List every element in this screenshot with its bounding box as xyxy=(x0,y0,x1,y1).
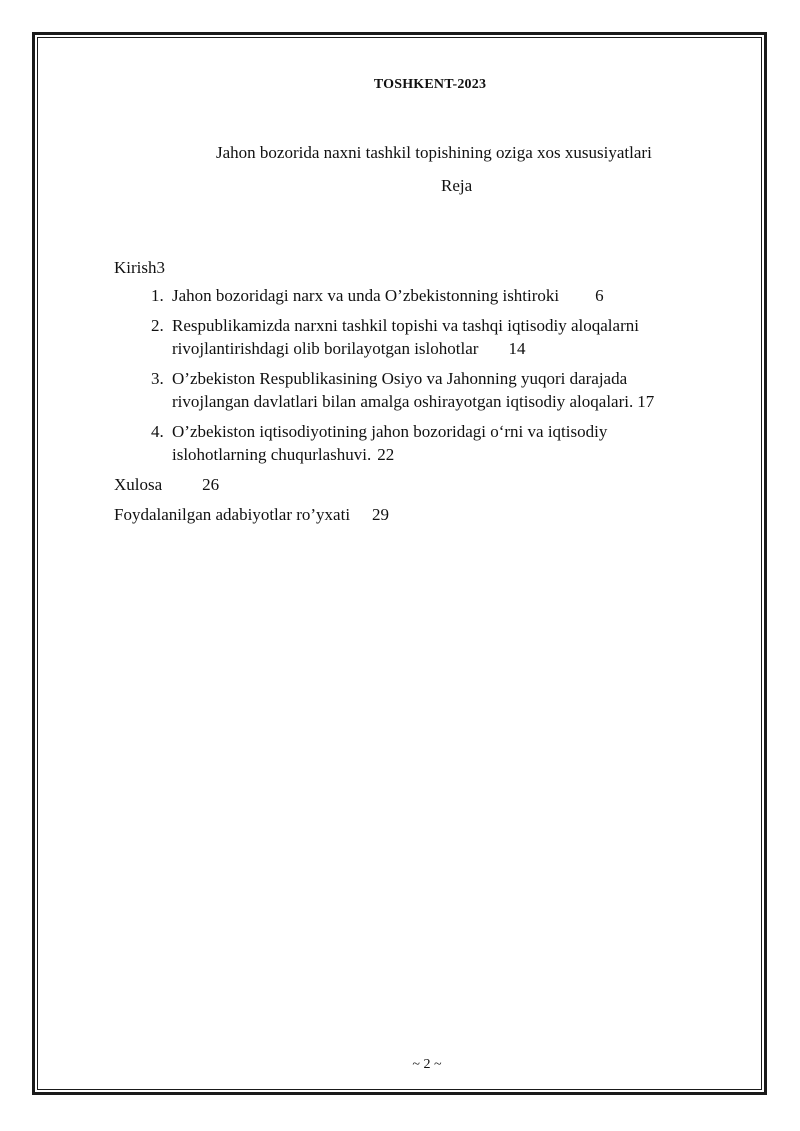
toc-entry-label-line2: islohotlarning chuqurlashuvi. xyxy=(172,445,372,464)
toc-entry-intro xyxy=(114,256,734,279)
list-item-number: 4. xyxy=(151,422,164,441)
toc-entry-label-line1: O’zbekiston iqtisodiyotining jahon bozoridagi o‘rni va iqtisodiy xyxy=(172,422,608,441)
toc-numbered-list xyxy=(114,284,734,466)
page-border-inner xyxy=(37,37,762,1090)
list-item xyxy=(114,420,734,466)
toc-entry-label: Jahon bozoridagi narx va unda O’zbekistonning ishtiroki xyxy=(172,286,560,305)
toc-entry-label-line2: rivojlantirishdagi olib borilayotgan islohotlar xyxy=(172,339,479,358)
toc-entry-label: Foydalanilgan adabiyotlar ro’yxati xyxy=(114,505,351,524)
list-item xyxy=(114,367,734,413)
city-year-heading: TOSHKENT-2023 xyxy=(373,77,487,92)
plan-heading: Reja xyxy=(441,176,473,195)
toc-entry-label: Kirish xyxy=(114,258,157,277)
toc-entry-page: 3 xyxy=(156,258,165,277)
table-of-contents xyxy=(114,256,734,526)
toc-entry-references xyxy=(114,503,734,526)
toc-entry-page: 26 xyxy=(202,475,220,494)
document-title: Jahon bozorida naxni tashkil topishining oziga xos xususiyatlari xyxy=(216,143,652,162)
list-item xyxy=(114,314,734,360)
toc-entry-conclusion xyxy=(114,473,734,496)
toc-entry-page: 17 xyxy=(637,392,655,411)
list-item-number: 3. xyxy=(151,369,164,388)
toc-entry-label-line2: rivojlangan davlatlari bilan amalga oshirayotgan iqtisodiy aloqalari. xyxy=(172,392,634,411)
toc-entry-label: Xulosa xyxy=(114,475,163,494)
toc-entry-page: 6 xyxy=(595,286,604,305)
toc-entry-page: 14 xyxy=(508,339,526,358)
list-item-number: 1. xyxy=(151,286,164,305)
toc-entry-label-line1: Respublikamizda narxni tashkil topishi va tashqi iqtisodiy aloqalarni xyxy=(172,316,639,335)
page-number: ~ 2 ~ xyxy=(412,1057,442,1072)
toc-entry-page: 22 xyxy=(377,445,395,464)
list-item xyxy=(114,284,734,307)
toc-entry-page: 29 xyxy=(372,505,390,524)
list-item-number: 2. xyxy=(151,316,164,335)
toc-entry-label-line1: O’zbekiston Respublikasining Osiyo va Jahonning yuqori darajada xyxy=(172,369,628,388)
